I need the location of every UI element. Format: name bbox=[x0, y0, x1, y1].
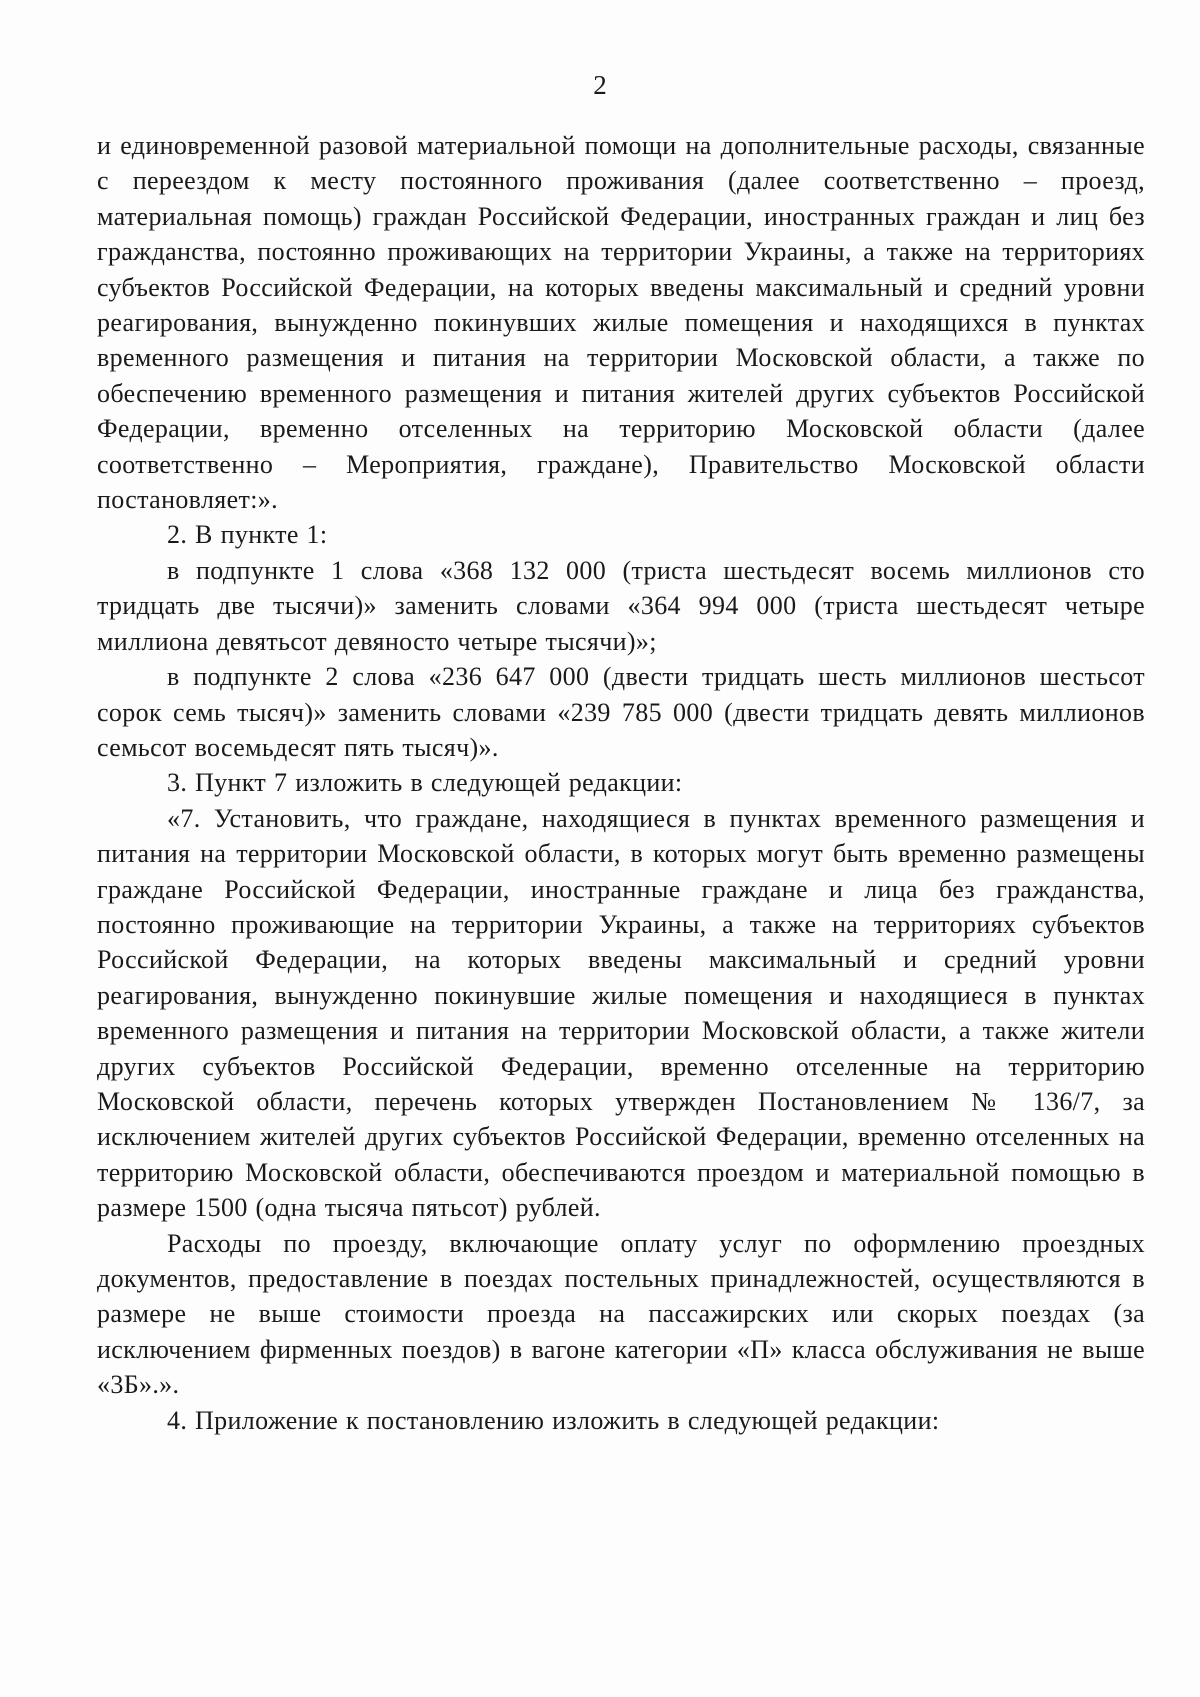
paragraph-item-4-heading: 4. Приложение к постановлению изложить в следующей редакции: bbox=[167, 1405, 940, 1435]
page-number: 2 bbox=[593, 70, 607, 100]
paragraph-item-2-heading: 2. В пункте 1: bbox=[167, 520, 328, 550]
paragraph-item-3-heading: 3. Пункт 7 изложить в следующей редакции: bbox=[167, 768, 683, 798]
paragraph-travel-expenses: Расходы по проезду, включающие оплату услуг по оформлению проездных документов, предоставление в поездах постельных принадлежностей, осуществляются в размере не выше стоимости проезда на пассажирских или скорых поездах (за исключением фирменных поездов) в вагоне категории «П» класса обслуживания не выше «3Б».». bbox=[97, 1228, 1145, 1400]
paragraph-item-2-subitem-1: в подпункте 1 слова «368 132 000 (триста шестьдесят восемь миллионов сто тридцать две тысячи)» заменить словами «364 994 000 (триста шестьдесят четыре миллиона девятьсот девяносто четыре тысячи)»; bbox=[97, 555, 1145, 656]
paragraph-item-7-text: «7. Установить, что граждане, находящиеся в пунктах временного размещения и питания на территории Московской области, в которых могут быть временно размещены граждане Российской Федерации, иностранные граждане и лица без гражданства, постоянно проживающие на территории Украины, а также на территориях субъектов Российской Федерации, на которых введены максимальный и средний уровни реагирования, вынужденно покинувшие жилые помещения и находящиеся в пунктах временного размещения и питания на территории Московской области, а также жители других субъектов Российской Федерации, временно отселенные на территорию Московской области, перечень которых утвержден Постановлением № 136/7, за исключением жителей других субъектов Российской Федерации, временно отселенных на территорию Московской области, обеспечиваются проездом и материальной помощью в размере 1500 (одна тысяча пятьсот) рублей. bbox=[97, 803, 1145, 1223]
document-body bbox=[97, 128, 1145, 1438]
paragraph-preamble-continuation: и единовременной разовой материальной помощи на дополнительные расходы, связанные с переездом к месту постоянного проживания (далее соответственно – проезд, материальная помощь) граждан Российской Федерации, иностранных граждан и лиц без гражданства, постоянно проживающих на территории Украины, а также на территориях субъектов Российской Федерации, на которых введены максимальный и средний уровни реагирования, вынужденно покинувших жилые помещения и находящихся в пунктах временного размещения и питания на территории Московской области, а также по обеспечению временного размещения и питания жителей других субъектов Российской Федерации, временно отселенных на территорию Московской области (далее соответственно – Мероприятия, граждане), Правительство Московской области постановляет:». bbox=[97, 131, 1145, 515]
paragraph-item-2-subitem-2: в подпункте 2 слова «236 647 000 (двести тридцать шесть миллионов шестьсот сорок семь тысяч)» заменить словами «239 785 000 (двести тридцать девять миллионов семьсот восемьдесят пять тысяч)». bbox=[97, 662, 1145, 762]
